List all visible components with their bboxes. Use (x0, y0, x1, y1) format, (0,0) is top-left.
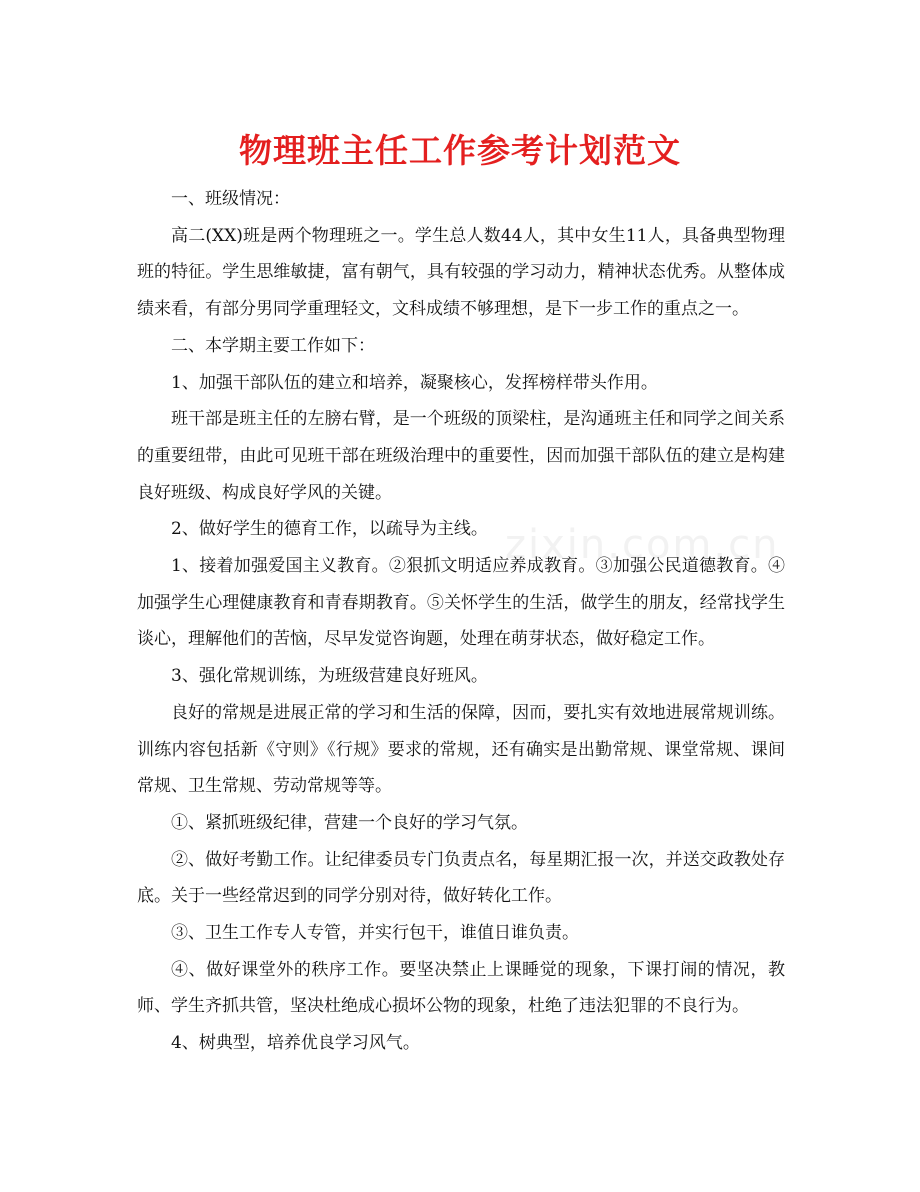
document-body (137, 181, 785, 1062)
section-heading-class-situation: 一、班级情况： (171, 189, 290, 209)
paragraph-cadre-importance: 班干部是班主任的左膀右臂，是一个班级的顶梁柱，是沟通班主任和同学之间关系的重要纽带，由此可见班干部在班级治理中的重要性，因而加强干部队伍的建立是构建良好班级、构成良好学风的关键。 (137, 409, 785, 503)
item-heading-moral-education: 2、做好学生的德育工作，以疏导为主线。 (171, 519, 488, 540)
list-item-discipline: ①、紧抓班级纪律，营建一个良好的学习气氛。 (171, 812, 528, 833)
item-heading-cadre-building: 1、加强干部队伍的建立和培养，凝聚核心，发挥榜样带头作用。 (171, 372, 658, 393)
section-heading-main-work: 二、本学期主要工作如下： (171, 335, 375, 356)
item-heading-routine-training: 3、强化常规训练，为班级营建良好班风。 (171, 666, 488, 687)
item-heading-role-models: 4、树典型，培养优良学习风气。 (171, 1033, 420, 1054)
document-title: 物理班主任工作参考计划范文 (239, 131, 681, 170)
list-item-order: ④、做好课堂外的秩序工作。要坚决禁止上课睡觉的现象，下课打闹的情况，教师、学生齐抓共管，坚决杜绝成心损坏公物的现象，杜绝了违法犯罪的不良行为。 (137, 959, 785, 1017)
list-item-attendance: ②、做好考勤工作。让纪律委员专门负责点名，每星期汇报一次，并送交政教处存底。关于一些经常迟到的同学分别对待，做好转化工作。 (137, 849, 785, 907)
paragraph-moral-education-list: 1、接着加强爱国主义教育。②狠抓文明适应养成教育。③加强公民道德教育。④加强学生心理健康教育和青春期教育。⑤关怀学生的生活，做学生的朋友，经常找学生谈心，理解他们的苦恼，尽早发觉咨询题，处理在萌芽状态，做好稳定工作。 (137, 556, 785, 650)
paragraph-class-description: 高二(XX)班是两个物理班之一。学生总人数44人，其中女生11人，具备典型物理班的特征。学生思维敏捷，富有朝气，具有较强的学习动力，精神状态优秀。从整体成绩来看，有部分男同学重理轻文，文科成绩不够理想，是下一步工作的重点之一。 (137, 225, 785, 320)
list-item-hygiene: ③、卫生工作专人专管，并实行包干，谁值日谁负责。 (171, 923, 579, 944)
paragraph-routine-training: 良好的常规是进展正常的学习和生活的保障，因而，要扎实有效地进展常规训练。训练内容包括新《守则》《行规》要求的常规，还有确实是出勤常规、课堂常规、课间常规、卫生常规、劳动常规等等。 (137, 702, 785, 797)
watermark: zixin.com.cn (505, 522, 780, 568)
